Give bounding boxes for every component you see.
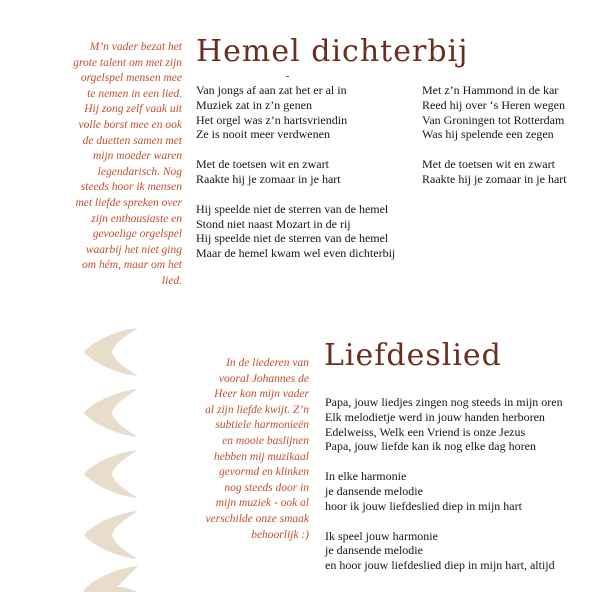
poem-line: Elk melodietje werd in jouw handen herboren <box>325 409 545 424</box>
poem-line: je dansende melodie <box>325 543 423 558</box>
poem-column-2 <box>422 83 567 202</box>
stanza <box>196 157 395 187</box>
poem-line: Hij speelde niet de sterren van de hemel <box>196 201 389 216</box>
poem-line: Raakte hij je zomaar in je hart <box>422 171 567 186</box>
stanza <box>325 469 563 513</box>
poem-line: Met z’n Hammond in de kar <box>422 83 559 97</box>
petal-ornament-icon <box>82 444 142 504</box>
poem-line: Ik speel jouw harmonie <box>325 528 438 543</box>
stanza <box>422 83 567 142</box>
poem-line: Hij speelde niet de sterren van de hemel <box>196 231 389 246</box>
poem-line: Met de toetsen wit en zwart <box>422 157 555 172</box>
poem-line: Was hij spelende een zegen <box>422 127 554 142</box>
poem-title-liefdeslied: Liefdeslied <box>324 338 502 373</box>
stanza <box>325 529 563 573</box>
poem-line: Van jongs af aan zat het er al in <box>196 83 347 97</box>
intro-note-liefdeslied: In de liederen van vooral Johannes de Heer kon mijn vader al zijn liefde kwijt. Z’n subtiele harmonieën en mooie baslijnen hebben mij muzikaal gevormd en klinken nog steeds door in mijn muziek - ook al verschilde onze smaak behoorlijk :) <box>205 357 309 541</box>
petal-ornament-icon <box>82 560 142 592</box>
poem-line: Raakte hij je zomaar in je hart <box>196 171 341 186</box>
poem-title-hemel: Hemel dichterbij <box>196 34 469 69</box>
poem-line: hoor ik jouw liefdeslied diep in mijn hart <box>325 498 522 513</box>
poem-line: In elke harmonie <box>325 469 407 484</box>
stanza <box>196 83 395 142</box>
poem-line: Reed hij over ‘s Heren wegen <box>422 97 565 112</box>
poem-line: Papa, jouw liefde kan ik nog elke dag horen <box>325 439 536 454</box>
poem-line: Muziek zat in z’n genen <box>196 97 312 112</box>
poem-line: Maar de hemel kwam wel even dichterbij <box>196 246 396 261</box>
poem-line: Van Groningen tot Rotterdam <box>422 112 565 127</box>
poem-line: Papa, jouw liedjes zingen nog steeds in mijn oren <box>325 395 563 409</box>
petal-ornament-icon <box>82 505 142 565</box>
poem-liefdeslied <box>325 395 563 588</box>
stanza <box>196 202 395 261</box>
poem-column-1 <box>196 83 395 276</box>
poem-line: je dansende melodie <box>325 483 423 498</box>
petal-ornament-icon <box>82 322 142 382</box>
poem-line: Stond niet naast Mozart in de rij <box>196 216 351 231</box>
petal-ornament-icon <box>82 383 142 443</box>
stanza <box>422 157 567 187</box>
poem-line: en hoor jouw liefdeslied diep in mijn hart, altijd <box>325 558 555 573</box>
stanza <box>325 395 563 454</box>
poem-line: Ze is nooit meer verdwenen <box>196 127 330 142</box>
intro-note-hemel: M’n vader bezat het grote talent om met zijn orgelspel mensen mee te nemen in een lied. Hij zong zelf vaak uit volle borst mee en ook de duetten samen met mijn moeder waren legendarisch. Nog steeds hoor ik mensen met liefde spreken over zijn enthousiaste en gevoelige orgelspel waarbij het niet ging om hém, maar om het lied. <box>73 41 182 287</box>
title-ornament <box>286 76 289 77</box>
poem-line: Het orgel was z’n hartsvriendin <box>196 112 348 127</box>
poem-line: Met de toetsen wit en zwart <box>196 157 329 172</box>
poem-line: Edelweiss, Welk een Vriend is onze Jezus <box>325 424 526 439</box>
